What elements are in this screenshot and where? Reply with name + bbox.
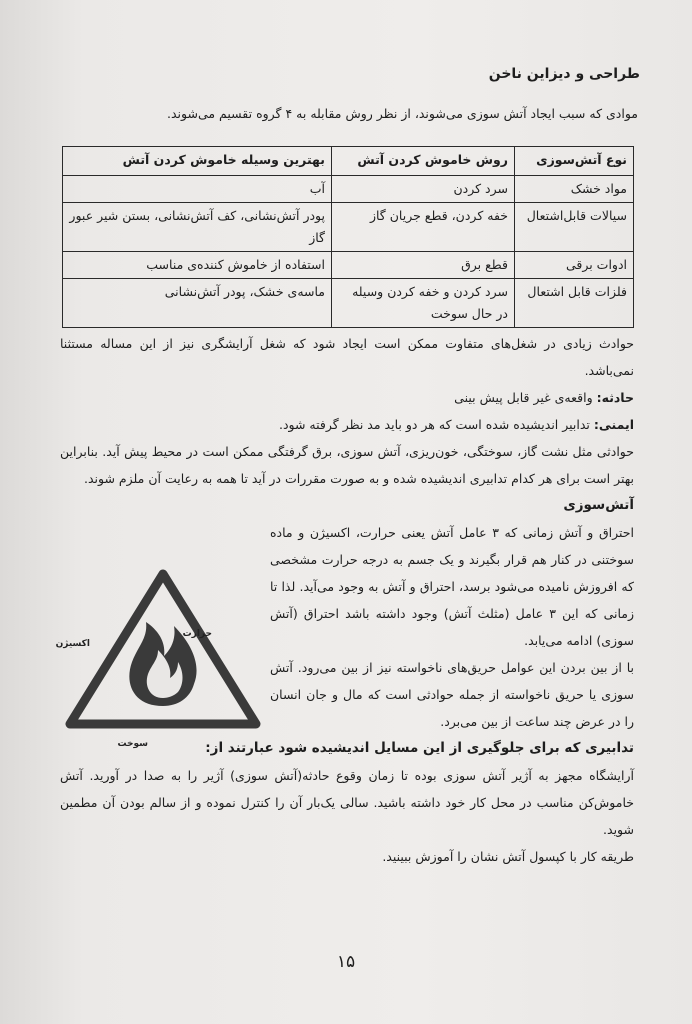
label-oxygen: اکسیژن [55, 639, 90, 649]
fire-triangle-figure [55, 566, 264, 752]
table-row [63, 279, 634, 328]
table-cell: قطع برق [332, 252, 515, 279]
paragraph: آرایشگاه مجهز به آژیر آتش سوزی بوده تا زمان وقوع حادثه(آتش سوزی) آژیر را به صدا در آورید. آتش خاموش‌کن مناسب در محل کار خود داشته باشید. سالی یک‌بار آن را کنترل نموده و از سالم بودن آن مطمین شوید. [60, 768, 634, 837]
definition-accident [60, 384, 634, 411]
table-cell: سرد کردن [332, 176, 515, 203]
header-method: روش خاموش کردن آتش [332, 147, 515, 176]
definition-safety [60, 411, 634, 438]
table-cell: فلزات قابل اشتعال [515, 279, 634, 328]
definition-text: تدابیر اندیشیده شده است که هر دو باید مد نظر گرفته شود. [278, 417, 594, 432]
paragraph: با از بین بردن این عوامل حریق‌های ناخواسته نیز از بین می‌رود. آتش سوزی یا حریق ناخواسته از جمله حوادثی است که مال و جان انسان را در عرض چند ساعت از بین می‌برد. [270, 660, 634, 729]
paragraph: حوادثی مثل نشت گاز، سوختگی، خون‌ریزی، آتش سوزی، برق گرفتگی ممکن است در محیط پیش آید. بنابراین بهتر است برای هر کدام تدابیری اندیشیده شده و به صورت مقررات در آید تا همه به رعایت آن ملزم شوند. [60, 444, 634, 486]
table-cell: مواد خشک [515, 176, 634, 203]
paragraph: حوادث زیادی در شغل‌های متفاوت ممکن است ایجاد شود که شغل آرایشگری نیز از این مساله مستثنا نمی‌باشد. [60, 336, 634, 378]
table-cell: ادوات برقی [515, 252, 634, 279]
table-cell: سیالات قابل‌اشتعال [515, 203, 634, 252]
page-number: ۱۵ [336, 952, 356, 972]
paragraph: طریقه کار با کپسول آتش نشان را آموزش ببینید. [382, 849, 634, 864]
label-heat: حرارت [182, 629, 212, 639]
table-cell: آب [63, 176, 332, 203]
table-cell: پودر آتش‌نشانی، کف آتش‌نشانی، بستن شیر عبور گاز [63, 203, 332, 252]
section-heading-prevention: تدابیری که برای جلوگیری از این مسایل اندیشیده شود عبارتند از: [205, 740, 634, 756]
term-accident: حادثه: [596, 390, 634, 405]
table-cell: سرد کردن و خفه کردن وسیله در حال سوخت [332, 279, 515, 328]
header-best-tool: بهترین وسیله خاموش کردن آتش [63, 147, 332, 176]
definition-text: واقعه‌ی غیر قابل پیش بینی [454, 390, 597, 405]
table-cell: ماسه‌ی خشک، پودر آتش‌نشانی [63, 279, 332, 328]
fire-types-table [62, 146, 634, 328]
paragraph: احتراق و آتش زمانی که ۳ عامل آتش یعنی حرارت، اکسیژن و ماده سوختنی در کنار هم قرار بگیرند و یک جسم به درجه حرارت مشخصی که افروزش نامیده می‌شود برسد، احتراق و آتش به وجود می‌آید. لذا تا زمانی که این ۳ عامل (مثلث آتش) وجود داشته باشد احتراق (آتش سوزی) ادامه می‌یابد. [270, 525, 635, 648]
table-cell: خفه کردن، قطع جریان گاز [332, 203, 515, 252]
table-header-row [63, 147, 634, 176]
term-safety: ایمنی: [593, 417, 634, 432]
header-fire-type: نوع آتش‌سوزی [515, 147, 634, 176]
label-fuel: سوخت [117, 739, 148, 749]
page-header: طراحی و دیزاین ناخن [488, 66, 640, 82]
section-heading-fire: آتش‌سوزی [563, 497, 634, 513]
intro-text: موادی که سبب ایجاد آتش سوزی می‌شوند، از نظر روش مقابله به ۴ گروه تقسیم می‌شوند. [167, 106, 638, 121]
table-row [63, 176, 634, 203]
table-cell: استفاده از خاموش کننده‌ی مناسب [63, 252, 332, 279]
fire-text-column [270, 519, 634, 735]
table-row [63, 252, 634, 279]
table-row [63, 203, 634, 252]
